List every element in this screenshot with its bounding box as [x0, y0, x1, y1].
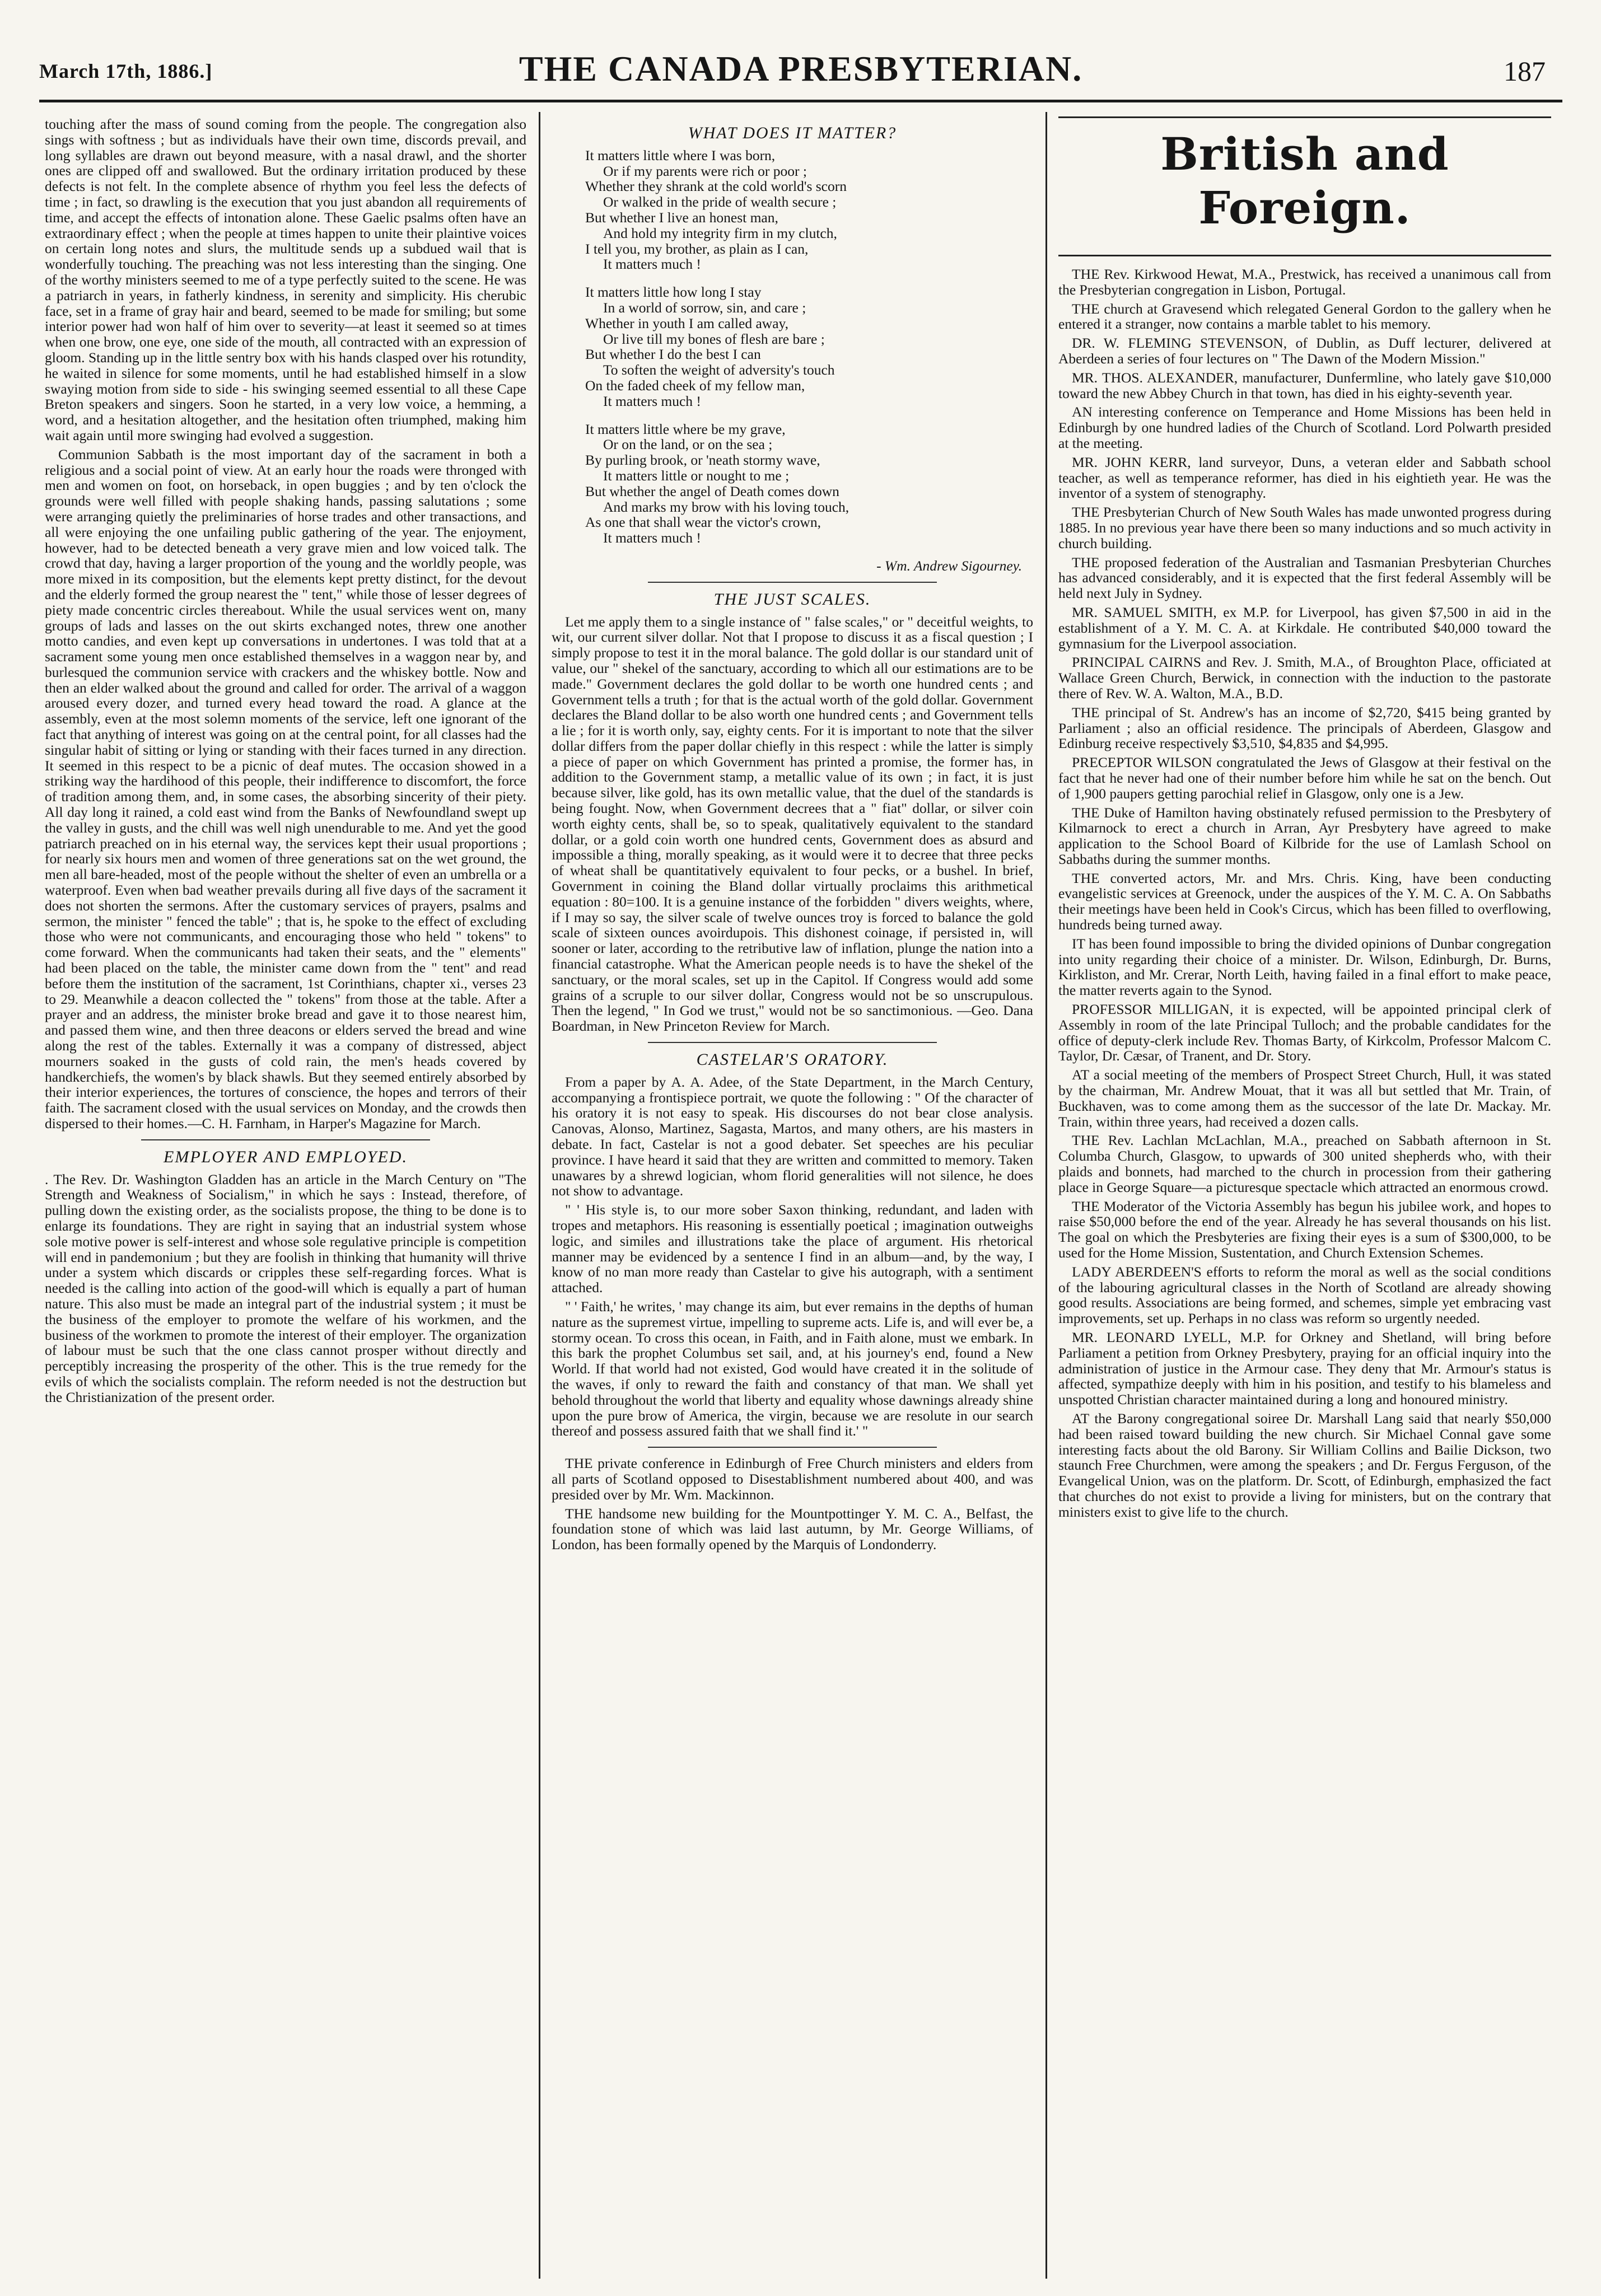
poem-stanza [585, 284, 1033, 409]
news-item: AT the Barony congregational soiree Dr. Marshall Lang said that nearly $50,000 had been raised toward building the new church. Sir Michael Connal gave some interesting facts about the old Barony. Sir William Collins and Bailie Dickson, two staunch Free Churchmen, were among the speakers ; and Dr. Fergus Ferguson, of the Evangelical Union, was on the platform. Dr. Scott, of Edinburgh, emphasized the fact that churches do not exist to provide a living for ministers, but on the contrary that ministers exist to give life to the church. [1058, 1410, 1551, 1520]
poem-line: Or on the land, or on the sea ; [603, 436, 773, 453]
poem-line: Or live till my bones of flesh are bare ; [603, 330, 825, 347]
poem-line: Or walked in the pride of wealth secure ; [603, 194, 837, 211]
poem-line: It matters little where I was born, [585, 147, 776, 163]
news-item: THE principal of St. Andrew's has an income of $2,720, $415 being granted by Parliament ; also an official residence. The principals of Aberdeen, Glasgow and Edinburg receive respectively $3,510, $4,835 and $4,995. [1058, 704, 1551, 752]
issue-date: March 17th, 1886.] [39, 60, 213, 82]
poem-stanza [585, 148, 1033, 272]
poem-line: And hold my integrity firm in my clutch, [603, 225, 837, 241]
column-2 [552, 116, 1033, 2278]
news-item: MR. JOHN KERR, land surveyor, Duns, a veteran elder and Sabbath school teacher, as well as temperance reformer, has died in his eightieth year. He was the inventor of a system of stenography. [1058, 453, 1551, 502]
paragraph: Communion Sabbath is the most important day of the sacrament in both a religious and a social point of view. At an early hour the roads were thronged with men and women on foot, on horseback, in open buggies ; and by ten o'clock the grounds were well filled with people shaking hands, passing salutations ; some were arranging quietly the preliminaries of horse trades and other transactions, and all were enjoying the one unfailing public gathering of the year. The enjoyment, however, had to be detected beneath a very grave mien and low voiced talk. The crowd that day, having a larger proportion of the young and the worldly people, was more mixed in its composition, but the elements kept pretty distinct, for the devout and the elderly formed the group nearest the " tent," while those of lesser degrees of piety made concentric circles thereabout. While the usual services went on, many groups of lads and lasses on the out skirts exchanged notes, threw one another motto candies, and even kept up conversations in undertones. I was told that at a sacrament some young men once established themselves in a waggon near by, and burlesqued the communion service with crackers and the whiskey bottle. Now and then an elder walked about the ground and called for order. The arrival of a waggon aroused every dozer, and turned every head toward the road. A glance at the assembly, even at the most solemn moments of the service, left one ignorant of the fact that anything of interest was going on at the central point, for all classes had the singular habit of sitting or lying or standing with their faces turned in any direction. It seemed in this respect to be a picnic of deaf mutes. The occasion showed in a striking way the hardihood of this people, their indifference to discomfort, the force of tradition among them, and, in some cases, the absorbing sincerity of their piety. All day long it rained, a cold east wind from the Banks of Newfoundland swept up the valley in gusts, and the chill was well nigh unendurable to me. And yet the good patriarch preached on in his eternal way, the services kept their usual proportions ; for nearly six hours men and women of three generations sat on the wet ground, the men all bare-headed, most of the people without the shelter of even an umbrella or a waterproof. Even when bad weather prevails during all five days of the sacrament it does not shorten the sermons. After the customary services of prayers, psalms and sermon, the minister " fenced the table" ; that is, he spoke to the effect of excluding those who were not communicants, and encouraging those who held " tokens" to come forward. When the communicants had taken their seats, and the " elements" had been placed on the table, the minister came down from the " tent" and read before them the institution of the sacrament, 1st Corinthians, chapter xi., verses 23 to 29. Meanwhile a deacon collected the " tokens" from those at the table. After a prayer and an address, the minister broke bread and gave it to those nearest him, and passed them wine, and then three deacons or elders served the bread and wine along the rest of the tables. Externally it was a company of distressed, abject mourners soaked in the gusts of cold rain, the men's heads covered by handkerchiefs, the women's by black shawls. But they seemed entirely absorbed by their interior experiences, the tortures of conscience, the hopes and terrors of their faith. The sacrament closed with the usual services on Monday, and the crowds then dispersed to their homes.—C. H. Farnham, in Harper's Magazine for March. [45, 446, 526, 1131]
news-item: THE church at Gravesend which relegated General Gordon to the gallery when he entered it a stranger, now contains a marble tablet to his memory. [1058, 300, 1551, 333]
news-item: THE Presbyterian Church of New South Wales has made unwonted progress during 1885. In no previous year have there been so many inductions and so much activity in church building. [1058, 504, 1551, 551]
poem-line: It matters much ! [603, 392, 701, 409]
news-item: AT a social meeting of the members of Prospect Street Church, Hull, it was stated by the chairman, Mr. Andrew Mouat, that it was all but settled that Mr. Train, of Buckhaven, was to come among them as the successor of the late Dr. Mackay. Mr. Train, within three years, had received a dozen calls. [1058, 1067, 1551, 1130]
section-heading: British and Foreign. [1160, 128, 1449, 234]
poem-line: I tell you, my brother, as plain as I can, [585, 240, 809, 257]
poem-line: It matters much ! [603, 530, 701, 546]
news-item: THE Rev. Lachlan McLachlan, M.A., preached on Sabbath afternoon in St. Columba Church, Glasgow, to upwards of 300 united shepherds who, with their plaids and bonnets, had marched to the church in procession from their gathering place in George Square—a picturesque spectacle which attracted an enormous crowd. [1058, 1132, 1551, 1195]
section-banner [1058, 116, 1551, 256]
news-item: THE handsome new building for the Mountpottinger Y. M. C. A., Belfast, the foundation stone of which was laid last autumn, by Mr. George Williams, of London, has been formally opened by the Marquis of Londonderry. [552, 1505, 1033, 1553]
news-item: THE Moderator of the Victoria Assembly has begun his jubilee work, and hopes to raise $50,000 before the end of the year. Already he has several thousands on his list. The goal on which the Presbyteries are fixing their eyes is a sum of $300,000, to be used for the Home Mission, Sustentation, and Church Extension Schemes. [1058, 1198, 1551, 1261]
poem-line: As one that shall wear the victor's crown, [585, 514, 821, 531]
paragraph: Let me apply them to a single instance of " false scales," or " deceitful weights, to wit, our current silver dollar. Not that I propose to discuss it as a fiscal question ; I simply propose to test it in the moral balance. The gold dollar is our standard unit of value, our " shekel of the sanctuary, according to which all our estimations are to be made." Government declares the gold dollar to be worth one hundred cents ; and Government tells a truth ; for that is the actual worth of the gold dollar. Government declares the Bland dollar to be also worth one hundred cents ; and Government tells a lie ; for it is worth only, say, eighty cents. For it is important to note that the silver dollar differs from the paper dollar chiefly in this respect : while the latter is simply a piece of paper on which Government has printed a promise, the former has, in addition to the Government stamp, a metallic value of its own ; in fact, it is just because silver, like gold, has its own metallic value, that the duel of the standards is being fought. Now, when Government decrees that a " fiat" dollar, or silver coin worth eighty cents, shall be, so to speak, qualitatively equivalent to the standard dollar, or a gold coin worth one hundred cents, Government does as absurd and impossible a thing, morally speaking, as it would were it to decree that three pecks of wheat shall be quantitatively equivalent to four pecks, or a bushel. In brief, Government in coining the Bland dollar virtually proclaims this arithmetical equation : 80=100. It is a genuine instance of the forbidden " divers weights, where, if I may so say, the silver scale of twelve ounces troy is forced to balance the gold scale of sixteen ounces avoirdupois. This dishonest coinage, if persisted in, will sooner or later, according to the retributive law of inflation, plunge the nation into a financial catastrophe. What the American people needs is to have the shekel of the sanctuary, or the moral scales, set up in the Capitol. If Congress would add some grains of a scruple to our silver dollar, Congress would not be so unscrupulous. Then the legend, " In God we trust," would not be so sanctimonious. —Geo. Dana Boardman, in New Princeton Review for March. [552, 613, 1033, 1035]
news-item: IT has been found impossible to bring the divided opinions of Dunbar congregation into unity regarding their choice of a minister. Dr. Wilson, Edinburgh, Dr. Burns, Kirkliston, and Mr. Crerar, North Leith, having failed in a final effort to make peace, the matter reverts again to the Synod. [1058, 935, 1551, 999]
news-item: THE proposed federation of the Australian and Tasmanian Presbyterian Churches has advanced considerably, and it is expected that the first federal Assembly will be held next July in Sydney. [1058, 554, 1551, 602]
poem-line: But whether I do the best I can [585, 346, 761, 363]
news-item: DR. W. FLEMING STEVENSON, of Dublin, as Duff lecturer, delivered at Aberdeen a series of four lectures on " The Dawn of the Modern Mission." [1058, 335, 1551, 367]
news-item: PRECEPTOR WILSON congratulated the Jews of Glasgow at their festival on the fact that he never had one of their number before him while he sat on the bench. Out of 1,900 paupers getting parochial relief in Glasgow, only one is a Jew. [1058, 754, 1551, 802]
column-divider [1045, 112, 1047, 2279]
poem-line: In a world of sorrow, sin, and care ; [603, 299, 806, 316]
news-item: PROFESSOR MILLIGAN, it is expected, will be appointed principal clerk of Assembly in room of the late Principal Tulloch; and the probable candidates for the office of deputy-clerk include Rev. Thomas Barty, of Kirkcolm, Professor Malcom C. Taylor, Dr. Cæsar, of Tranent, and Dr. Story. [1058, 1001, 1551, 1064]
masthead-rule [39, 100, 1562, 102]
paragraph: " ' His style is, to our more sober Saxon thinking, redundant, and laden with tropes and metaphors. His reasoning is essentially poetical ; imagination outweighs logic, and similes and illustrations take the place of argument. His rhetorical manner may be evidenced by a sentence I find in an album—and, by the way, I know of no man more ready than Castelar to give his autograph, with a sentiment attached. [552, 1201, 1033, 1296]
news-item: MR. LEONARD LYELL, M.P. for Orkney and Shetland, will bring before Parliament a petition from Orkney Presbytery, praying for an official inquiry into the administration of justice in the Armour case. They deny that Mr. Armour's status is affected, sympathize deeply with him in his position, and testify to his blameless and unspotted Christian character maintained during a long and honoured ministry. [1058, 1329, 1551, 1408]
news-item: THE Duke of Hamilton having obstinately refused permission to the Presbytery of Kilmarnock to erect a church in Arran, Ayr Presbytery have agreed to make application to the School Board of Kilbride for the use of Lamlash School on Sabbaths during the summer months. [1058, 804, 1551, 867]
newspaper-title: THE CANADA PRESBYTERIAN. [519, 49, 1083, 88]
poem-line: It matters little where be my grave, [585, 420, 786, 437]
poem [585, 148, 1033, 546]
section-rule [648, 1042, 937, 1043]
news-item: AN interesting conference on Temperance and Home Missions has been held in Edinburgh by one hundred ladies of the Church of Scotland. Lord Polwarth presided at the meeting. [1058, 404, 1551, 451]
paragraph: " ' Faith,' he writes, ' may change its aim, but ever remains in the depths of human nature as the supremest virtue, impelling to supreme acts. Life is, and will ever be, a stormy ocean. To cross this ocean, in Faith, and in Faith alone, must we embark. In this bark the prophet Columbus set sail, and, at his journey's end, found a New World. If that world had not existed, God would have created it in the solitude of the waves, if only to reward the faith and constancy of that man. We shall yet behold throughout the world that liberty and equality whose dawnings already shine upon the pure brow of America, the virgin, because we are resolute in our search thereof and possess assured faith that we shall find it.' " [552, 1298, 1033, 1439]
news-item: THE private conference in Edinburgh of Free Church ministers and elders from all parts of Scotland opposed to Disestablishment numbered about 400, and was presided over by Mr. Wm. Mackinnon. [552, 1455, 1033, 1503]
section-rule [648, 582, 937, 583]
masthead [39, 45, 1562, 106]
poem-line: Whether in youth I am called away, [585, 315, 788, 331]
news-item: LADY ABERDEEN'S efforts to reform the moral as well as the social conditions of the labouring agricultural classes in the North of Scotland are already showing good results. Associations are being formed, and schemes, simple yet embracing vast improvements, set up. Perhaps in no class was reform so urgently needed. [1058, 1263, 1551, 1327]
news-item: PRINCIPAL CAIRNS and Rev. J. Smith, M.A., of Broughton Place, officiated at Wallace Green Church, Berwick, in connection with the induction to the pastorate there of Rev. W. A. Walton, M.A., B.D. [1058, 654, 1551, 702]
news-item: THE Rev. Kirkwood Hewat, M.A., Prestwick, has received a unanimous call from the Presbyterian congregation in Lisbon, Portugal. [1058, 266, 1551, 298]
paragraph: touching after the mass of sound coming from the people. The congregation also sings with softness ; but as individuals have their own time, discords prevail, and long syllables are drawn out beyond measure, with a nasal drawl, and the shorter ones are clipped off and swallowed. But the ordinary irritation produced by these defects is not felt. In the complete absence of rhythm you feel less the defects of time ; in fact, so drawling is the execution that you just abandon all requirements of time, and accept the effects of intonation alone. These Gaelic psalms often have an extraordinary effect ; when the people at times happen to unite their plaintive voices on certain long notes and slurs, the multitude sends up a subdued wail that is wonderfully touching. The preaching was not less interesting than the singing. One of the worthy ministers seemed to me of a type perfectly suited to the scene. He was a patriarch in years, in fatherly kindness, in serenity and simplicity. His cherubic face, set in a frame of gray hair and beard, seemed to be made for smiling; but some interior power had won half of him over to severity—at least it seemed so at times when one brow, one eye, one side of the mouth, all contracted with an expression of gloom. Standing up in the little sentry box with his hands clasped over his rotundity, he waited in silence for some moments, until he had established himself in a slow swaying motion from side to side - his swinging seemed essential to all these Cape Breton speakers and singers. Soon he started, in a very low voice, a hemming, a word, and a hesitation altogether, and the hesitation often triumphed, making him wait again until more swinging had evolved a suggestion. [45, 116, 526, 443]
news-item: MR. SAMUEL SMITH, ex M.P. for Liverpool, has given $7,500 in aid in the establishment of a Y. M. C. A. at Kirkdale. He contributed $40,000 toward the gymnasium for the Liverpool association. [1058, 604, 1551, 652]
poem-line: By purling brook, or 'neath stormy wave, [585, 452, 820, 469]
poem-line: To soften the weight of adversity's touch [603, 362, 835, 378]
poem-line: Or if my parents were rich or poor ; [603, 162, 807, 179]
section-heading: CASTELAR'S ORATORY. [696, 1050, 889, 1069]
poem-line: It matters little or nought to me ; [603, 467, 790, 484]
poem-line: But whether the angel of Death comes down [585, 483, 839, 499]
column-1 [45, 116, 526, 2278]
poem-stanza [585, 422, 1033, 546]
poem-line: It matters much ! [603, 256, 701, 273]
section-rule [648, 1447, 937, 1448]
poem-attribution: - Wm. Andrew Sigourney. [876, 557, 1022, 574]
poem-line: And marks my brow with his loving touch, [603, 498, 849, 515]
poem-line: Whether they shrank at the cold world's scorn [585, 178, 847, 195]
section-heading: EMPLOYER AND EMPLOYED. [164, 1147, 408, 1166]
page-number: 187 [1504, 55, 1546, 87]
section-heading: THE JUST SCALES. [713, 590, 871, 609]
column-divider [539, 112, 540, 2279]
news-item: MR. THOS. ALEXANDER, manufacturer, Dunfermline, who lately gave $10,000 toward the new Abbey Church in that town, has died in his eighty-seventh year. [1058, 369, 1551, 401]
poem-line: On the faded cheek of my fellow man, [585, 377, 805, 394]
paragraph: . The Rev. Dr. Washington Gladden has an article in the March Century on "The Strength and Weakness of Socialism," in which he says : Instead, therefore, of pulling down the existing order, as the socialists propose, the thing to be done is to enlarge its foundations. They are right in saying that an industrial system whose sole motive power is self-interest and whose sole regulative principle is competition will end in pandemonium ; but they are foolish in thinking that humanity will thrive under a system which discards or cripples these self-regarding forces. What is needed is the calling into action of the good-will which is equally a part of human nature. This also must be made an integral part of the industrial system ; it must be the business of the employer to promote the welfare of his workmen, and the business of the workmen to promote the interest of their employer. The organization of labour must be such that the one class cannot prosper without directly and perceptibly increasing the prosperity of the other. This is the true remedy for the evils of which the socialists complain. The reform needed is not the destruction but the Christianization of the present order. [45, 1171, 526, 1405]
poem-line: But whether I live an honest man, [585, 209, 778, 226]
poem-title: WHAT DOES IT MATTER? [688, 124, 897, 142]
news-item: THE converted actors, Mr. and Mrs. Chris. King, have been conducting evangelistic services at Greenock, under the auspices of the Y. M. C. A. On Sabbaths their meetings have been held in Cook's Circus, which has been filled to overflowing, hundreds being turned away. [1058, 869, 1551, 933]
paragraph: From a paper by A. A. Adee, of the State Department, in the March Century, accompanying a frontispiece portrait, we quote the following : " Of the character of his oratory it is not easy to speak. His discourses do not bear close analysis. Canovas, Alonso, Martinez, Sagasta, Martos, and many others, are his masters in debate. In fact, Castelar is not a good debater. Set speeches are his peculiar province. I have heard it said that they are written and committed to memory. Taken unawares by a shrewd logician, whom florid generalities will not silence, he does not show to advantage. [552, 1073, 1033, 1199]
column-3 [1058, 116, 1551, 2278]
section-rule [141, 1139, 430, 1140]
poem-line: It matters little how long I stay [585, 284, 762, 301]
